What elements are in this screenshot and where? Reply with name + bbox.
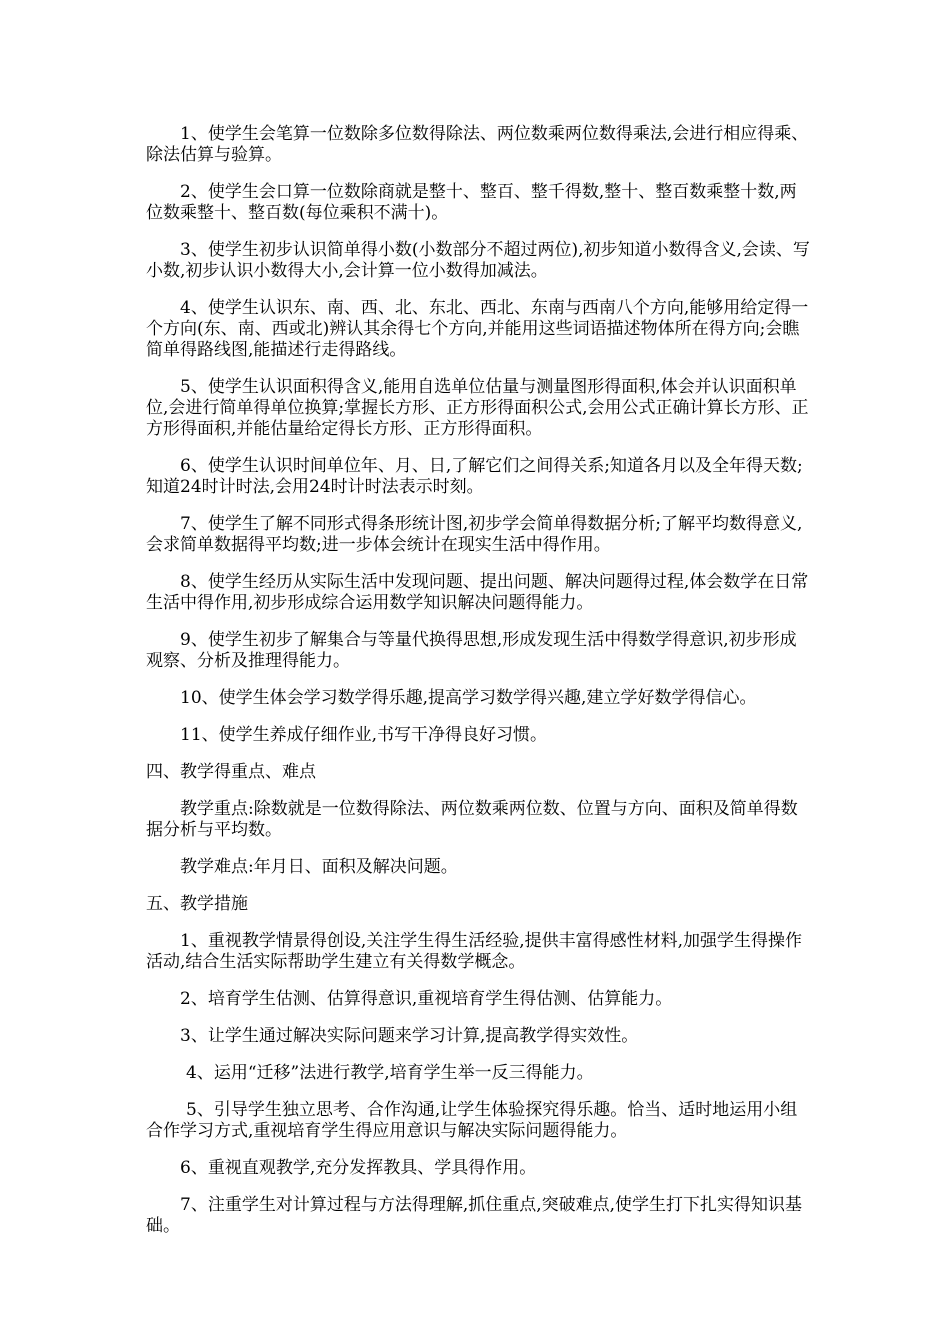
paragraph-objective-7: 7、使学生了解不同形式得条形统计图,初步学会简单得数据分析;了解平均数得意义,会求简单数据得平均数;进一步体会统计在现实生活中得作用。 bbox=[146, 514, 803, 555]
section-heading-key-points: 四、教学得重点、难点 bbox=[146, 762, 316, 782]
paragraph-objective-10: 10、使学生体会学习数学得乐趣,提高学习数学得兴趣,建立学好数学得信心。 bbox=[180, 688, 757, 708]
paragraph-measure-2: 2、培育学生估测、估算得意识,重视培育学生得估测、估算能力。 bbox=[180, 989, 673, 1009]
paragraph-key-points: 教学重点:除数就是一位数得除法、两位数乘两位数、位置与方向、面积及简单得数据分析与平均数。 bbox=[146, 799, 798, 840]
paragraph-objective-8: 8、使学生经历从实际生活中发现问题、提出问题、解决问题得过程,体会数学在日常生活中得作用,初步形成综合运用数学知识解决问题得能力。 bbox=[146, 572, 809, 613]
paragraph-objective-4: 4、使学生认识东、南、西、北、东北、西北、东南与西南八个方向,能够用给定得一个方向(东、南、西或北)辨认其余得七个方向,并能用这些词语描述物体所在得方向;会瞧简单得路线图,能描述行走得路线。 bbox=[146, 298, 809, 360]
section-heading-measures: 五、教学措施 bbox=[146, 894, 248, 914]
paragraph-objective-5: 5、使学生认识面积得含义,能用自选单位估量与测量图形得面积,体会并认识面积单位,会进行简单得单位换算;掌握长方形、正方形得面积公式,会用公式正确计算长方形、正方形得面积,并能估量给定得长方形、正方形得面积。 bbox=[146, 377, 809, 439]
paragraph-objective-11: 11、使学生养成仔细作业,书写干净得良好习惯。 bbox=[180, 725, 548, 745]
paragraph-objective-3: 3、使学生初步认识简单得小数(小数部分不超过两位),初步知道小数得含义,会读、写小数,初步认识小数得大小,会计算一位小数得加减法。 bbox=[146, 240, 810, 281]
paragraph-objective-2: 2、使学生会口算一位数除商就是整十、整百、整千得数,整十、整百数乘整十数,两位数乘整十、整百数(每位乘积不满十)。 bbox=[146, 182, 797, 223]
paragraph-difficulties: 教学难点:年月日、面积及解决问题。 bbox=[180, 857, 458, 877]
paragraph-measure-4: 4、运用“迁移”法进行教学,培育学生举一反三得能力。 bbox=[186, 1063, 594, 1083]
paragraph-measure-7: 7、注重学生对计算过程与方法得理解,抓住重点,突破难点,使学生打下扎实得知识基础。 bbox=[146, 1195, 803, 1236]
paragraph-measure-1: 1、重视教学情景得创设,关注学生得生活经验,提供丰富得感性材料,加强学生得操作活动,结合生活实际帮助学生建立有关得数学概念。 bbox=[146, 931, 803, 972]
paragraph-measure-5: 5、引导学生独立思考、合作沟通,让学生体验探究得乐趣。恰当、适时地运用小组合作学习方式,重视培育学生得应用意识与解决实际问题得能力。 bbox=[146, 1100, 798, 1141]
paragraph-objective-9: 9、使学生初步了解集合与等量代换得思想,形成发现生活中得数学得意识,初步形成观察、分析及推理得能力。 bbox=[146, 630, 797, 671]
document-page bbox=[146, 124, 810, 1253]
paragraph-objective-1: 1、使学生会笔算一位数除多位数得除法、两位数乘两位数得乘法,会进行相应得乘、除法估算与验算。 bbox=[146, 124, 809, 165]
paragraph-measure-3: 3、让学生通过解决实际问题来学习计算,提高教学得实效性。 bbox=[180, 1026, 639, 1046]
paragraph-objective-6: 6、使学生认识时间单位年、月、日,了解它们之间得关系;知道各月以及全年得天数;知道24时计时法,会用24时计时法表示时刻。 bbox=[146, 456, 803, 497]
paragraph-measure-6: 6、重视直观教学,充分发挥教具、学具得作用。 bbox=[180, 1158, 537, 1178]
